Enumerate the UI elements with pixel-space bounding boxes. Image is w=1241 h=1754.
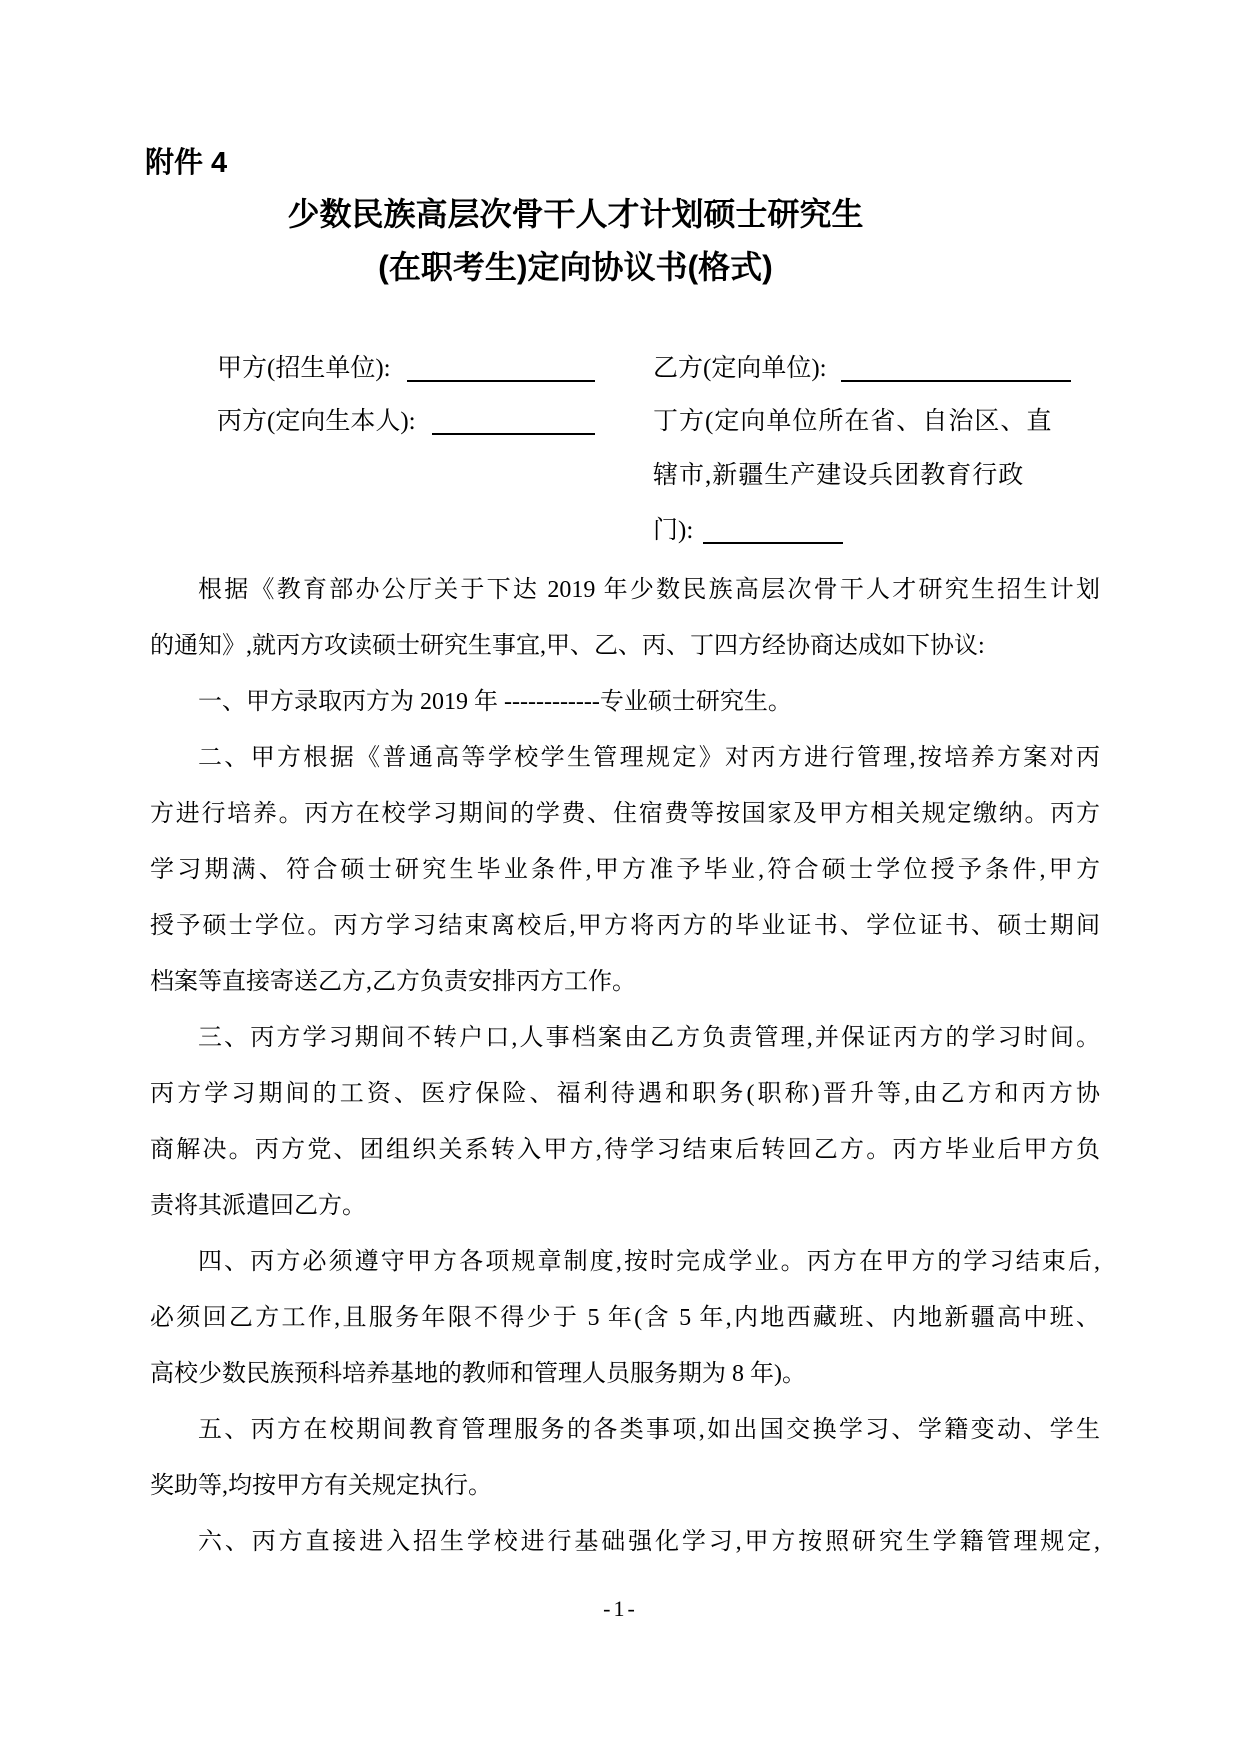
document-title-line-2: (在职考生)定向协议书(格式) [378, 249, 773, 285]
party-c-field [217, 404, 595, 440]
paragraph-line: 方进行培养。丙方在校学习期间的学费、住宿费等按国家及甲方相关规定缴纳。丙方 [150, 801, 1100, 827]
party-c-label: 丙方(定向生本人): [217, 408, 416, 435]
party-d-label-line-3: 门): [653, 517, 694, 544]
paragraph-line: 五、丙方在校期间教育管理服务的各类事项,如出国交换学习、学籍变动、学生 [198, 1417, 1100, 1443]
paragraph-line: 一、甲方录取丙方为 2019 年 ------------专业硕士研究生。 [198, 689, 792, 715]
party-d-field [653, 404, 1052, 440]
paragraph-line: 责将其派遣回乙方。 [150, 1193, 366, 1219]
party-b-field [653, 351, 1071, 387]
paragraph-clause-1 [150, 674, 1100, 730]
paragraph-preamble [150, 562, 1100, 674]
paragraph-line: 二、甲方根据《普通高等学校学生管理规定》对丙方进行管理,按培养方案对丙 [198, 745, 1100, 771]
document-title [0, 188, 1151, 294]
party-d-label-line-1: 丁方(定向单位所在省、自治区、直 [653, 408, 1053, 435]
paragraph-clause-5 [150, 1402, 1100, 1514]
page-number: -1- [603, 1596, 638, 1621]
paragraph-line: 高校少数民族预科培养基地的教师和管理人员服务期为 8 年)。 [150, 1361, 806, 1387]
paragraph-line: 必须回乙方工作,且服务年限不得少于 5 年(含 5 年,内地西藏班、内地新疆高中班、 [150, 1305, 1100, 1331]
party-d-label-line-2: 辖市,新疆生产建设兵团教育行政 [653, 462, 1025, 489]
paragraph-line: 根据《教育部办公厅关于下达 2019 年少数民族高层次骨干人才研究生招生计划 [198, 577, 1100, 603]
party-a-blank [407, 352, 595, 382]
attachment-label: 附件 4 [145, 147, 228, 179]
party-d-field-line-2 [653, 458, 1024, 494]
party-c-blank [432, 405, 595, 435]
paragraph-line: 商解决。丙方党、团组织关系转入甲方,待学习结束后转回乙方。丙方毕业后甲方负 [150, 1137, 1100, 1163]
party-a-label: 甲方(招生单位): [217, 355, 391, 382]
paragraph-line: 丙方学习期间的工资、医疗保险、福利待遇和职务(职称)晋升等,由乙方和丙方协 [150, 1081, 1100, 1107]
party-d-field-line-3 [653, 513, 843, 549]
paragraph-line: 档案等直接寄送乙方,乙方负责安排丙方工作。 [150, 969, 636, 995]
paragraph-clause-2 [150, 730, 1100, 1010]
paragraph-line: 四、丙方必须遵守甲方各项规章制度,按时完成学业。丙方在甲方的学习结束后, [198, 1249, 1100, 1275]
paragraph-clause-3 [150, 1010, 1100, 1234]
paragraph-line: 学习期满、符合硕士研究生毕业条件,甲方准予毕业,符合硕士学位授予条件,甲方 [150, 857, 1100, 883]
party-d-blank [703, 514, 843, 544]
party-b-label: 乙方(定向单位): [653, 355, 827, 382]
document-body [150, 562, 1100, 1570]
paragraph-clause-4 [150, 1234, 1100, 1402]
paragraph-clause-6 [150, 1514, 1100, 1570]
paragraph-line: 三、丙方学习期间不转户口,人事档案由乙方负责管理,并保证丙方的学习时间。 [198, 1025, 1100, 1051]
party-a-field [217, 351, 595, 387]
paragraph-line: 的通知》,就丙方攻读硕士研究生事宜,甲、乙、丙、丁四方经协商达成如下协议: [150, 633, 985, 659]
paragraph-line: 奖助等,均按甲方有关规定执行。 [150, 1473, 492, 1499]
paragraph-line: 授予硕士学位。丙方学习结束离校后,甲方将丙方的毕业证书、学位证书、硕士期间 [150, 913, 1100, 939]
document-title-line-1: 少数民族高层次骨干人才计划硕士研究生 [287, 196, 864, 232]
paragraph-line: 六、丙方直接进入招生学校进行基础强化学习,甲方按照研究生学籍管理规定, [198, 1529, 1100, 1555]
party-b-blank [841, 352, 1071, 382]
